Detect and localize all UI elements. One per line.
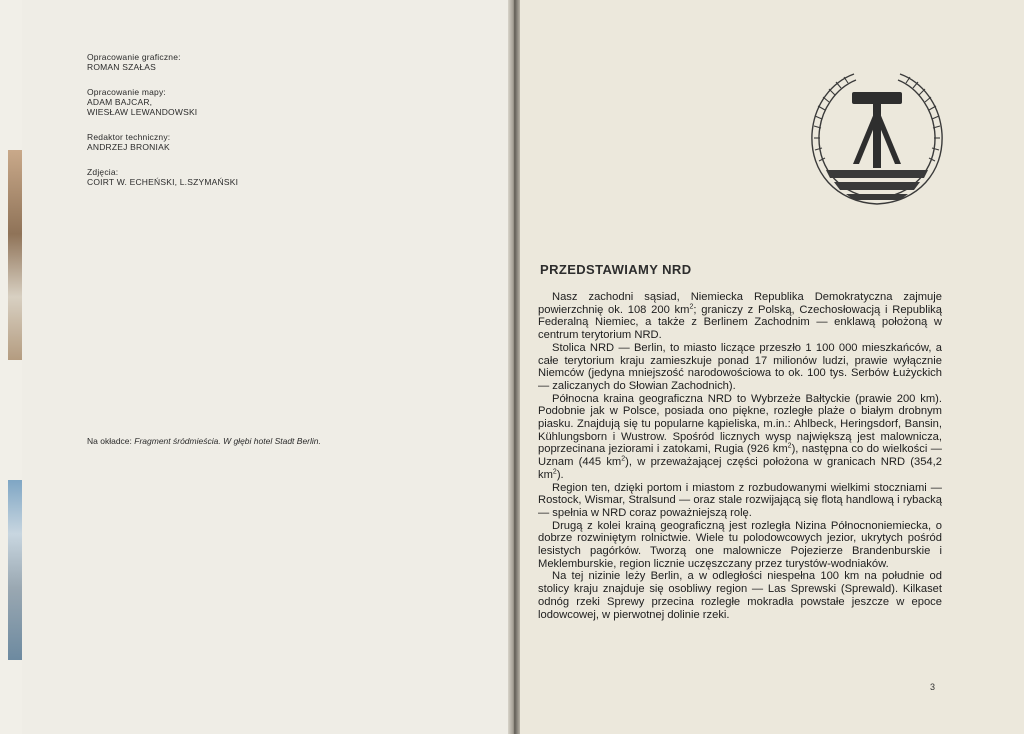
paragraph-text: Na tej nizinie leży Berlin, a w odległości niespełna 100 km na południe od stolicy kraju znajduje się osobliwy region — Las Sprewski (Sprewald). Kilkaset odnóg rzeki Sprewy przecina rozległe mokradła powstałe jeszcze w epoce lodowcowej, w pierwotnej dolinie rzeki.	[538, 570, 942, 621]
credits-block	[87, 52, 447, 202]
paragraph-text: ).	[556, 468, 564, 481]
credit-name: ROMAN SZAŁAS	[87, 62, 156, 72]
paragraph-text: Region ten, dzięki portom i miastom z rozbudowanymi wielkimi stoczniami — Rostock, Wismar, Stralsund — oraz stale rozwijającą się flotą handlową i rybacką — spełnia w NRD coraz poważniejszą rolę.	[538, 481, 942, 519]
previous-page-edge	[0, 0, 22, 734]
superscript: 2	[689, 302, 694, 310]
cover-note	[87, 436, 321, 446]
credit-maps	[87, 87, 447, 117]
cover-photo-edge-bottom	[8, 480, 22, 660]
credit-name: ANDRZEJ BRONIAK	[87, 142, 170, 152]
paragraph-text: Drugą z kolei krainą geograficzną jest rozległa Nizina Północnoniemiecka, o dobrze rozwiniętym rolnictwie. Wiele tu polodowcowych jezior, ukrytych pośród lesistych pagórków. Tworzą one malownicze Pojezierze Brandenburskie i Meklemburskie, region licznie uczęszczany przez turystów-wodniaków.	[538, 519, 942, 570]
credit-role: Redaktor techniczny:	[87, 132, 171, 142]
paragraph	[538, 393, 942, 482]
credit-role: Opracowanie graficzne:	[87, 52, 181, 62]
credit-technical-editor	[87, 132, 447, 152]
paragraph	[538, 570, 942, 621]
credit-name: WIESŁAW LEWANDOWSKI	[87, 107, 198, 117]
page-heading: PRZEDSTAWIAMY NRD	[540, 262, 692, 277]
superscript: 2	[621, 455, 626, 463]
paragraph-text: ), następna co do wielkości — Uznam (445 km	[538, 443, 942, 469]
cover-note-label: Na okładce:	[87, 436, 132, 446]
paragraph-text: Nasz zachodni sąsiad, Niemiecka Republika Demokratyczna zajmuje powierzchnię ok. 108 200 km	[538, 291, 942, 316]
paragraph	[538, 342, 942, 393]
credit-name: COIRT W. ECHEŃSKI, L.SZYMAŃSKI	[87, 177, 239, 187]
paragraph	[538, 482, 942, 520]
paragraph-text: Północna kraina geograficzna NRD to Wybrzeże Bałtyckie (prawie 200 km). Podobnie jak w Polsce, posiada ono piękne, rozległe plaże o białym drobnym piasku. Znajdują się tu popularne kąpieliska, m.in.: Ahlbeck, Heringsdorf, Bansin, Kühlungsborn i Wustrow. Spośród licznych wysp największą jest malownicza, poprzecinana jeziorami i zatokami, Rugia (926 km	[538, 392, 942, 456]
credit-graphic-design	[87, 52, 447, 72]
paragraph	[538, 291, 942, 342]
paragraph-text: ), w przeważającej części położona w granicach NRD (354,2 km	[538, 456, 942, 481]
paragraph	[538, 520, 942, 571]
cover-photo-edge-top	[8, 150, 22, 360]
paragraph-text: Stolica NRD — Berlin, to miasto liczące przeszło 1 100 000 mieszkańców, a całe terytorium kraju zamieszkuje ponad 17 milionów ludzi, prawie wyłącznie Niemców (jedyna mniejszość narodowościowa to ok. 100 tys. Serbów Łużyckich — zaliczanych do Słowian Zachodnich).	[538, 341, 942, 392]
superscript: 2	[787, 442, 792, 450]
credit-photos	[87, 167, 447, 187]
credit-name: ADAM BAJCAR,	[87, 97, 153, 107]
gdr-emblem-icon	[806, 66, 948, 208]
credit-role: Opracowanie mapy:	[87, 87, 166, 97]
book-gutter	[508, 0, 520, 734]
cover-note-text: Fragment śródmieścia. W głębi hotel Stadt Berlin.	[134, 436, 321, 446]
credit-role: Zdjęcia:	[87, 167, 119, 177]
page-number: 3	[930, 682, 936, 692]
superscript: 2	[552, 468, 557, 476]
article-body	[538, 291, 942, 621]
paragraph-text: ; graniczy z Polską, Czechosłowacją i Republiką Federalną Niemiec, a także z Berlinem Zachodnim — enklawą położoną w centrum terytorium NRD.	[538, 303, 942, 342]
